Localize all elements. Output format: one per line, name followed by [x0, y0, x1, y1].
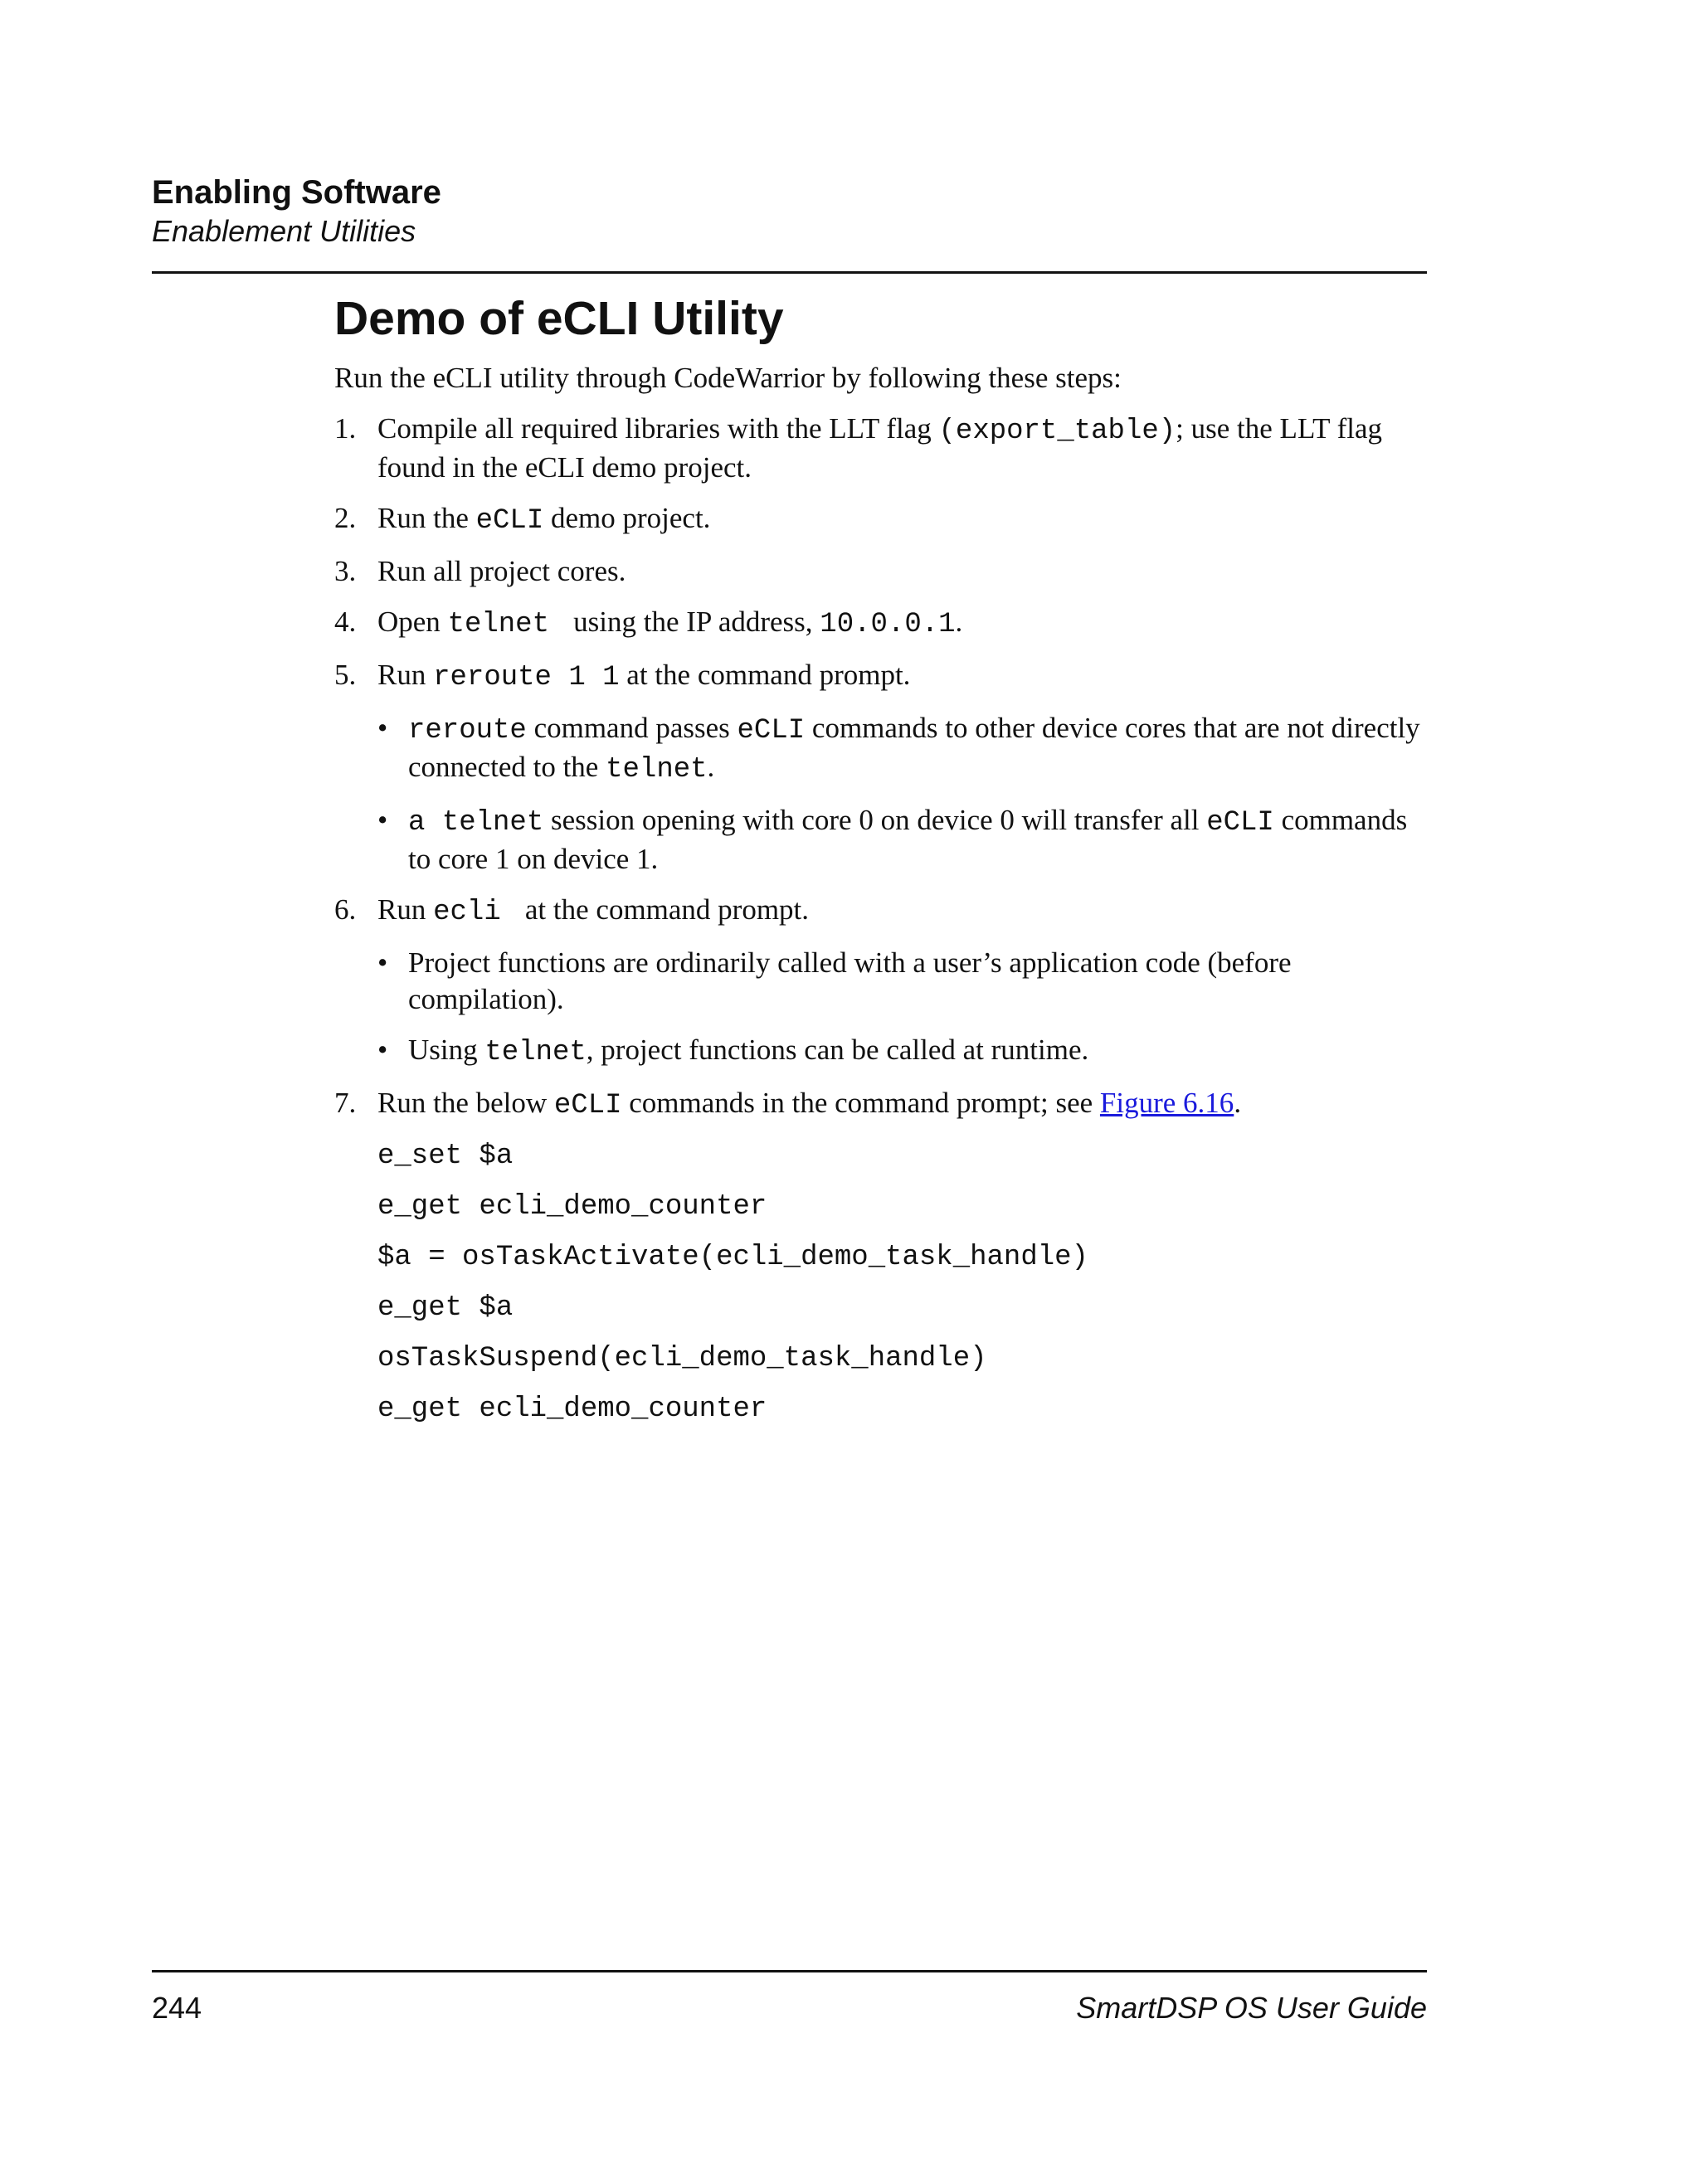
- code-line: e_get ecli_demo_counter: [377, 1394, 767, 1425]
- header-rule: [152, 271, 1427, 274]
- step-number: 3.: [334, 555, 357, 587]
- step-number: 5.: [334, 659, 357, 691]
- step-text: Run: [377, 659, 434, 691]
- step-text: ; use the LLT flag found in the eCLI demo project.: [377, 412, 1383, 484]
- step-text: at the command prompt.: [619, 659, 911, 691]
- inline-code: eCLI: [1206, 807, 1274, 839]
- code-line: osTaskSuspend(ecli_demo_task_handle): [377, 1343, 987, 1374]
- step-text: commands in the command prompt; see: [621, 1087, 1100, 1119]
- inline-code: reroute 1 1: [433, 662, 620, 693]
- step-text: Compile all required libraries with the LLT flag: [377, 412, 939, 445]
- step-text: demo project.: [543, 502, 711, 534]
- running-header: [152, 173, 441, 251]
- bullet-marker: •: [377, 712, 388, 744]
- step-item: [334, 604, 1429, 643]
- step-item: [334, 657, 1429, 878]
- code-line: $a = osTaskActivate(ecli_demo_task_handle): [377, 1242, 1088, 1273]
- bullet-text: Using: [408, 1034, 485, 1066]
- inline-code: eCLI: [553, 1090, 622, 1121]
- book-title: SmartDSP OS User Guide: [1076, 1991, 1427, 2025]
- bullet-item: [377, 802, 1429, 878]
- steps-list: [334, 411, 1429, 1124]
- inline-code: telnet: [606, 754, 708, 786]
- bullet-item: [377, 1032, 1429, 1071]
- step-number: 4.: [334, 606, 357, 638]
- inline-code: 10.0.0.1: [820, 609, 956, 640]
- bullet-item: [377, 710, 1429, 788]
- section-subtitle: Enablement Utilities: [152, 214, 416, 248]
- intro-paragraph: Run the eCLI utility through CodeWarrior by following these steps:: [334, 362, 1122, 394]
- inline-code: (export_table): [938, 416, 1176, 447]
- page-number: 244: [152, 1991, 202, 2025]
- code-line: e_get ecli_demo_counter: [377, 1191, 767, 1223]
- bullet-text: , project functions can be called at runtime.: [586, 1034, 1089, 1066]
- step-text: at the command prompt.: [518, 893, 810, 926]
- step-text: Run the below: [377, 1087, 554, 1119]
- main-content: [334, 289, 1429, 1428]
- bullet-text: session opening with core 0 on device 0 will transfer all: [543, 804, 1207, 836]
- figure-link[interactable]: Figure 6.16: [1099, 1087, 1234, 1119]
- bullet-list: [377, 945, 1429, 1071]
- bullet-text: Project functions are ordinarily called with a user’s application code (before compilation).: [408, 946, 1292, 1015]
- code-line: e_set $a: [377, 1141, 514, 1172]
- step-text: .: [1234, 1087, 1242, 1119]
- step-text: using the IP address,: [566, 606, 820, 638]
- inline-code: eCLI: [475, 505, 544, 537]
- step-item: [334, 553, 1429, 590]
- bullet-marker: •: [377, 1034, 388, 1066]
- step-item: [334, 411, 1429, 486]
- bullet-text: .: [707, 751, 715, 783]
- footer-rule: [152, 1970, 1427, 1972]
- step-text: Run all project cores.: [377, 555, 626, 587]
- step-text: .: [955, 606, 963, 638]
- step-number: 6.: [334, 893, 357, 926]
- code-line: e_get $a: [377, 1292, 514, 1324]
- step-item: [334, 892, 1429, 1071]
- inline-code: ecli: [433, 897, 518, 928]
- step-number: 7.: [334, 1087, 357, 1119]
- step-number: 1.: [334, 412, 357, 445]
- inline-code: telnet: [484, 1037, 587, 1068]
- step-text: Run the: [377, 502, 476, 534]
- step-text: Open: [377, 606, 448, 638]
- page-title: Demo of eCLI Utility: [334, 292, 784, 345]
- inline-code: eCLI: [737, 715, 806, 747]
- step-item: [334, 1085, 1429, 1124]
- step-number: 2.: [334, 502, 357, 534]
- bullet-text: commands to other device cores that are not directly connected to the: [408, 712, 1420, 783]
- code-block: [377, 1138, 1429, 1428]
- step-text: Run: [377, 893, 434, 926]
- bullet-marker: •: [377, 804, 388, 836]
- bullet-text: commands to core 1 on device 1.: [408, 804, 1408, 875]
- inline-code: reroute: [408, 715, 527, 747]
- inline-code: telnet: [447, 609, 567, 640]
- bullet-list: [377, 710, 1429, 878]
- inline-code: a telnet: [408, 807, 544, 839]
- bullet-text: command passes: [526, 712, 738, 744]
- bullet-item: [377, 945, 1429, 1018]
- bullet-marker: •: [377, 946, 388, 979]
- chapter-title: Enabling Software: [152, 174, 441, 211]
- step-item: [334, 500, 1429, 539]
